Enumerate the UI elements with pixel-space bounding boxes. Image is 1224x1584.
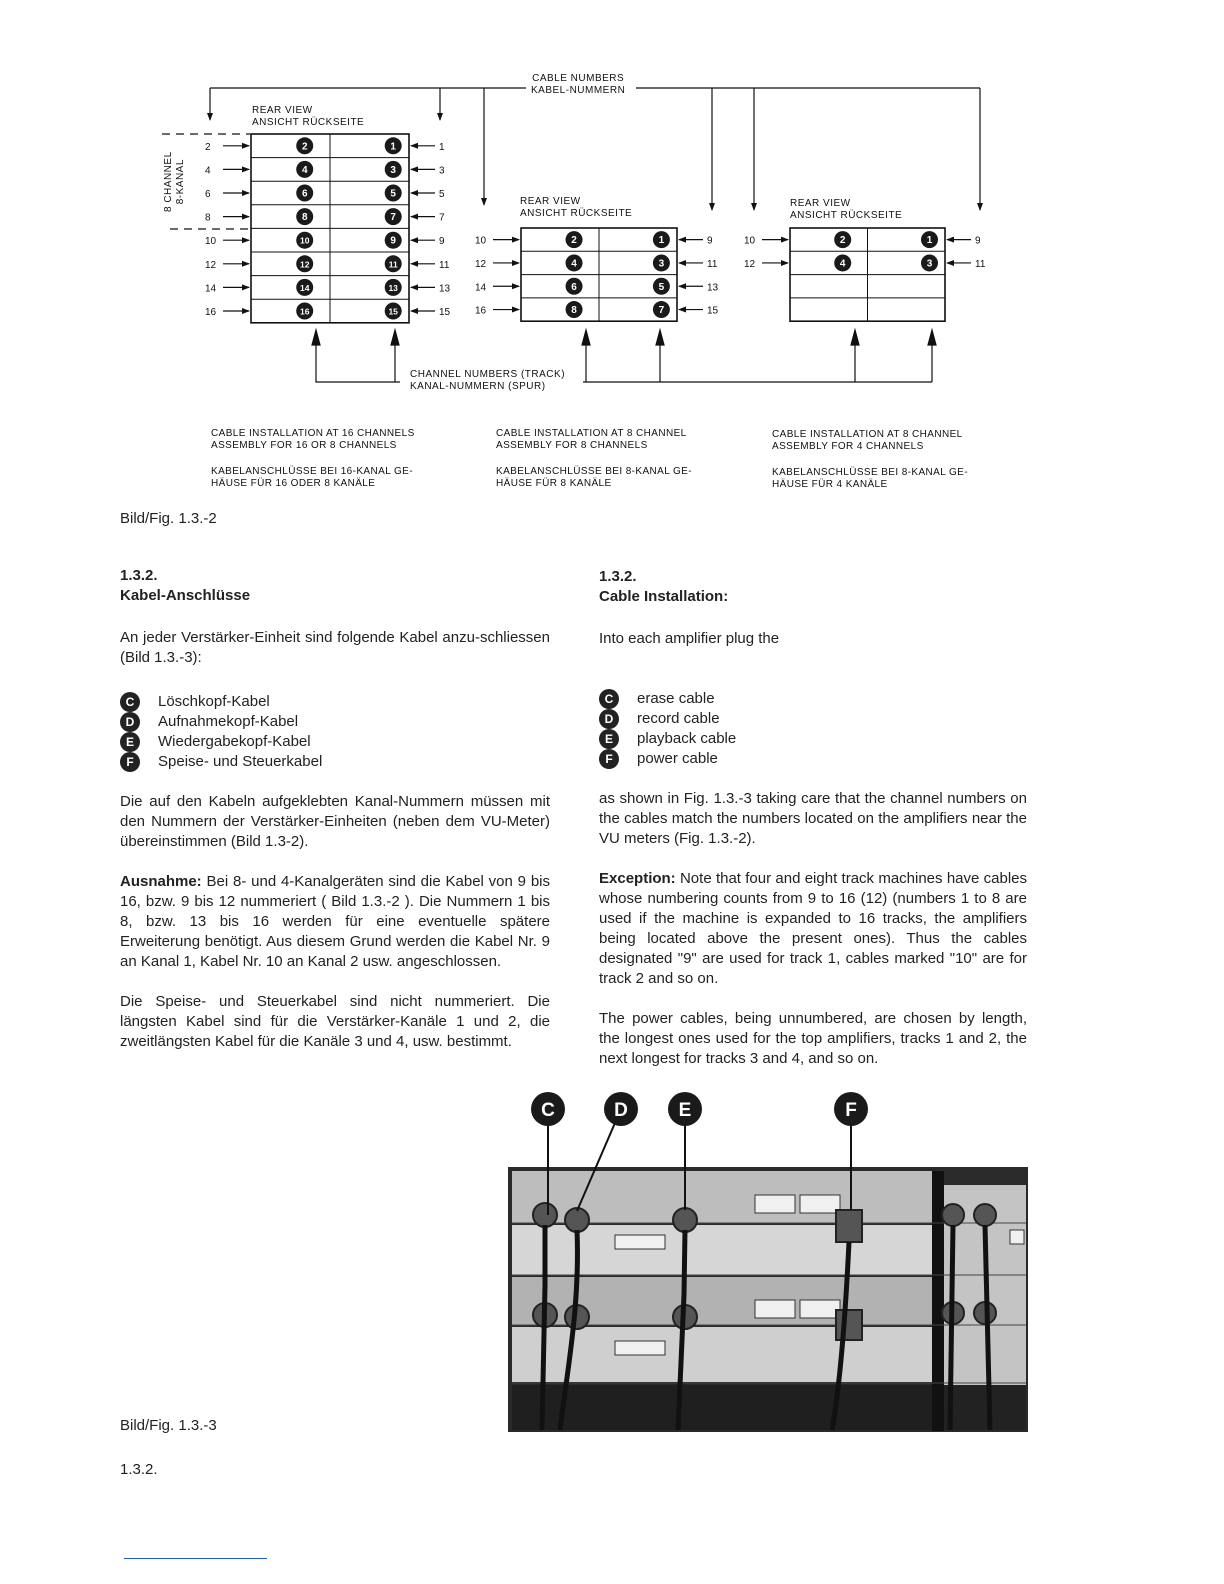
marker-d-icon [604,1092,638,1126]
channel-number: 16 [299,306,310,317]
svg-text:E: E [678,1100,692,1121]
footer-section-number: 1.3.2. [120,1461,158,1478]
english-intro: Into each amplifier plug the [599,630,780,647]
channel-number: 14 [299,282,310,293]
cable-number-left: 10 [475,235,487,247]
cable-numbers-label: CABLE NUMBERS KABEL-NUMMERN [531,73,626,96]
cable-number-right: 11 [439,259,450,271]
channel-number-bracket [312,330,936,382]
marker-f-icon [834,1092,868,1126]
german-intro: An jeder Verstärker-Einheit sind folgende Kabel anzu-schliessen (Bild 1.3.-3): [120,629,550,666]
german-cable-list [120,692,550,772]
e-marker-icon: E [599,729,619,749]
channel-number: 4 [301,164,308,176]
rear-view-label-4: REAR VIEW ANSICHT RÜCKSEITE [790,198,903,221]
figure-label-1-3-3: Bild/Fig. 1.3.-3 [120,1417,217,1434]
cable-number-right: 13 [439,283,451,295]
channel-number: 2 [301,141,308,153]
english-paragraph-2: Exception: Note that four and eight track machines have cables whose numbering counts from 9 to 16 (12) (numbers 1 to 8 are used if the machine is expanded to 16 tracks, the amplifiers being located above the present ones). Thus the cables designated "9" are used for track 1, cables marked "10" are for track 2 and so on. [599,870,1027,987]
cable-number-left: 12 [205,259,217,271]
d-marker-icon: D [120,712,140,732]
german-paragraph-3: Die Speise- und Steuerkabel sind nicht nummeriert. Die längsten Kabel sind für die Verstärker-Kanäle 1 und 2, die zweitlängsten Kabel für die Kanäle 3 und 4, usw. bestimmt. [120,993,550,1050]
caption-8-channel: CABLE INSTALLATION AT 8 CHANNEL ASSEMBLY FOR 8 CHANNELS KABELANSCHLÜSSE BEI 8-KANAL GE- HÄUSE FÜR 8 KANÄLE [496,428,692,489]
channel-number: 11 [388,259,398,270]
german-heading: Kabel-Anschlüsse [120,587,251,604]
english-item-c: C erase cable [599,689,1027,709]
channel-number: 1 [926,235,933,247]
english-paragraph-3: The power cables, being unnumbered, are chosen by length, the longest ones used for the top amplifiers, tracks 1 and 2, the next longest for tracks 3 and 4, and so on. [599,1010,1027,1067]
cable-number-left: 16 [475,305,487,317]
f-marker-icon: F [599,749,619,769]
cable-number-right: 7 [439,212,445,224]
german-item-c: C Löschkopf-Kabel [120,692,550,712]
channel-number: 3 [926,258,933,270]
cable-number-right: 11 [975,258,986,270]
footer-rule [124,1558,267,1559]
rear-view-label-8: REAR VIEW ANSICHT RÜCKSEITE [520,196,633,219]
panel-4-channel [744,228,986,321]
cable-number-left: 10 [744,235,756,247]
channel-number: 15 [388,306,398,317]
cable-number-left: 14 [475,282,487,294]
channel-number: 10 [299,235,310,246]
cable-number-left: 12 [744,258,756,270]
channel-number: 9 [390,235,396,247]
channel-number: 5 [658,281,665,293]
english-cable-list [599,689,1027,769]
channel-number: 3 [658,258,665,270]
english-item-d: D record cable [599,709,1027,729]
caption-16-channel: CABLE INSTALLATION AT 16 CHANNELS ASSEMBLY FOR 16 OR 8 CHANNELS KABELANSCHLÜSSE BEI 16-KANAL GE- HÄUSE FÜR 16 ODER 8 KANÄLE [211,428,415,489]
rear-panels [205,134,986,323]
cable-number-right: 3 [439,165,445,177]
cable-number-right: 9 [975,235,981,247]
channel-number: 12 [299,259,310,270]
german-item-d: D Aufnahmekopf-Kabel [120,712,550,732]
channel-number: 2 [571,235,577,247]
cable-number-left: 14 [205,283,217,295]
cable-number-right: 9 [439,236,445,248]
german-column [120,566,550,1052]
cable-number-right: 15 [439,307,451,318]
channel-number: 6 [301,188,308,200]
english-item-f: F power cable [599,749,1027,769]
channel-number: 8 [571,305,577,317]
cable-number-right: 9 [707,235,713,247]
svg-text:D: D [614,1100,628,1121]
svg-text:C: C [541,1100,555,1121]
german-section-number: 1.3.2. [120,567,158,584]
cable-number-left: 10 [205,236,217,248]
channel-number: 8 [301,212,308,224]
e-marker-icon: E [120,732,140,752]
rear-view-label-16: REAR VIEW ANSICHT RÜCKSEITE [252,105,365,128]
english-paragraph-1: as shown in Fig. 1.3.-3 taking care that the channel numbers on the cables match the numbers located on the amplifiers near the VU meters (Fig. 1.3.-2). [599,790,1027,847]
cable-number-right: 11 [707,258,718,270]
cable-number-left: 8 [205,212,211,224]
cable-number-right: 1 [439,141,445,153]
german-paragraph-2: Ausnahme: Bei 8- und 4-Kanalgeräten sind die Kabel von 9 bis 16, bzw. 9 bis 12 nummeriert ( Bild 1.3.-2 ). Die Nummern 1 bis 8, bzw. 13 bis 16 werden für eine eventuelle spätere Erweiterung benötigt. Aus diesem Grund werden die Kabel Nr. 9 an Kanal 1, Kabel Nr. 10 an Kanal 2 usw. angeschlossen. [120,873,550,970]
channel-number: 7 [390,212,396,224]
channel-number: 4 [839,258,846,270]
figure-label-1-3-2: Bild/Fig. 1.3.-2 [120,510,217,527]
cable-number-left: 4 [205,165,211,177]
svg-text:F: F [845,1100,857,1121]
f-marker-icon: F [120,752,140,772]
channel-number: 5 [390,188,396,200]
german-paragraph-1: Die auf den Kabeln aufgeklebten Kanal-Nummern müssen mit den Nummern der Verstärker-Einheiten (neben dem VU-Meter) übereinstimmen (Bild 1.3-2). [120,793,550,850]
eight-channel-side-label: 8 CHANNEL 8-KANAL [163,151,186,212]
english-column [599,567,1027,1069]
channel-number: 1 [658,235,665,247]
cable-number-right: 15 [707,305,719,317]
channel-number: 6 [571,281,577,293]
cable-number-left: 16 [205,307,217,318]
channel-number: 13 [388,282,398,293]
german-item-f: F Speise- und Steuerkabel [120,752,550,772]
amplifier-photo [460,1085,1040,1435]
english-section-number: 1.3.2. [599,568,637,585]
d-marker-icon: D [599,709,619,729]
channel-number: 3 [390,164,396,176]
cable-number-right: 13 [707,282,719,294]
amplifier-photo-figure [460,1085,1040,1435]
cable-number-right: 5 [439,189,445,200]
channel-numbers-label: CHANNEL NUMBERS (TRACK) KANAL-NUMMERN (SPUR) [410,369,566,392]
c-marker-icon: C [599,689,619,709]
cable-number-left: 12 [475,258,487,270]
panel-8-channel [475,228,719,321]
channel-number: 4 [571,258,577,270]
marker-c-icon [531,1092,565,1126]
c-marker-icon: C [120,692,140,712]
english-heading: Cable Installation: [599,588,729,605]
channel-number: 2 [839,235,846,247]
channel-number: 7 [658,305,665,317]
english-item-e: E playback cable [599,729,1027,749]
german-item-e: E Wiedergabekopf-Kabel [120,732,550,752]
cable-number-left: 6 [205,189,211,200]
marker-e-icon [668,1092,702,1126]
caption-4-channel: CABLE INSTALLATION AT 8 CHANNEL ASSEMBLY FOR 4 CHANNELS KABELANSCHLÜSSE BEI 8-KANAL GE- HÄUSE FÜR 4 KANÄLE [772,429,968,490]
cable-number-left: 2 [205,141,211,153]
channel-number: 1 [390,141,396,153]
